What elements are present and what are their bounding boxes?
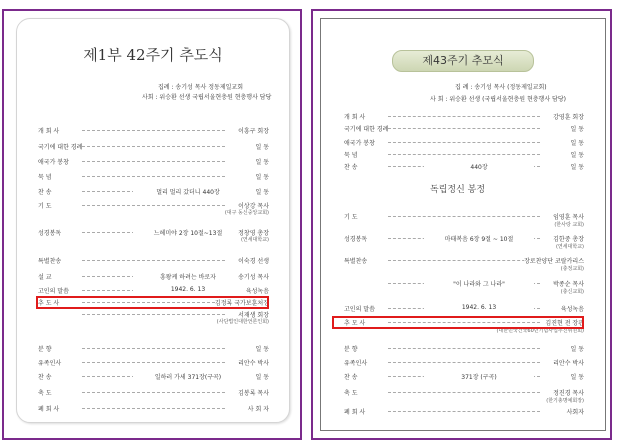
program-item-label: 찬 송 (38, 189, 52, 196)
program-item-person: 육성녹음 (560, 306, 584, 313)
left-program-row (38, 358, 269, 368)
left-program-row (38, 404, 269, 414)
program-item-label: 묵 념 (38, 174, 52, 181)
program-item-affiliation: (충정교회) (560, 266, 584, 272)
program-item-person: 임영훈 목사 (553, 214, 584, 221)
right-program-row (344, 304, 584, 314)
left-program-row (38, 272, 269, 282)
program-item-detail: 흥왕케 하려는 바로자 (133, 272, 243, 281)
program-item-person: 사회자 (566, 409, 584, 416)
program-item-person: 이흥구 회장 (238, 128, 269, 135)
program-item-detail: 1942. 6. 13 (424, 304, 534, 311)
program-item-affiliation: (사단법인대한언론인회) (216, 319, 269, 325)
program-item-label: 애국가 봉창 (344, 140, 375, 147)
left-program-row (38, 256, 269, 266)
right-program-title: 제43주기 추모식 (392, 50, 534, 72)
program-item-person: 리안수 박사 (238, 360, 269, 367)
program-item-detail: 느헤미야 2장 10절~13절 (133, 228, 243, 237)
program-item-label: 찬 송 (344, 164, 358, 171)
dashed-leader (388, 116, 540, 117)
right-program-row (344, 344, 584, 354)
program-item-person: 일 동 (255, 144, 269, 151)
program-item-label: 성경봉독 (38, 230, 62, 237)
left-program-row (38, 142, 269, 152)
dashed-leader (82, 260, 225, 261)
left-program-title: 제1부 42주기 추도식 (83, 46, 223, 64)
program-item-detail: 일하러 가세 371장(구곡) (133, 372, 243, 381)
left-program-row (38, 126, 269, 136)
program-item-label: 특별찬송 (38, 258, 62, 265)
program-item-person: 일 동 (570, 152, 584, 159)
program-item-label: 고인의 말씀 (344, 306, 375, 313)
program-item-person: 일 동 (570, 126, 584, 133)
program-item-label: 찬 송 (344, 374, 358, 381)
dashed-leader (388, 142, 540, 143)
program-item-person: 일 동 (255, 374, 269, 381)
dashed-leader (388, 348, 540, 349)
right-program-row (344, 150, 584, 160)
dashed-leader (82, 205, 225, 206)
dashed-leader (388, 260, 540, 261)
program-item-label: 기 도 (344, 214, 358, 221)
program-item-person: 일 동 (570, 140, 584, 147)
dashed-leader (388, 392, 540, 393)
program-item-person: 장로찬양단 코랄카리스 (524, 258, 584, 265)
right-program-row (344, 124, 584, 134)
program-item-affiliation: (대구 동신중앙교회) (224, 210, 269, 216)
program-item-person: 김한중 총장 (553, 236, 584, 243)
program-item-person: 일 동 (255, 174, 269, 181)
program-item-label: 추 모 사 (344, 320, 366, 327)
dashed-leader (388, 362, 540, 363)
program-item-label: 개 회 사 (38, 128, 60, 135)
right-section-title: 독립정신 봉정 (430, 185, 486, 195)
program-item-label: 국기에 대한 경례 (344, 126, 389, 133)
program-item-person: 김봉록 목사 (238, 390, 269, 397)
program-item-affiliation: (충신교회) (560, 289, 584, 295)
program-item-label: 고인의 말씀 (38, 288, 69, 295)
program-item-person: 일 동 (570, 374, 584, 381)
right-program-row (344, 358, 584, 368)
program-item-affiliation: (한사랑 교회) (554, 222, 584, 228)
program-item-label: 개 회 사 (344, 114, 366, 121)
program-item-label: 설 교 (38, 274, 52, 281)
dashed-leader (82, 362, 225, 363)
program-item-detail: 마태복음 6장 9절 ~ 10절 (424, 234, 534, 243)
dashed-leader (388, 128, 540, 129)
program-item-label: 국기에 대한 경례 (38, 144, 83, 151)
program-item-label: 찬 송 (38, 374, 52, 381)
program-item-label: 분 향 (38, 346, 52, 353)
left-program-row (38, 187, 269, 197)
program-item-affiliation: (대한민국건국60년기념사업추진위원회) (496, 328, 584, 334)
dashed-leader (388, 154, 540, 155)
program-item-affiliation: (연세대학교) (240, 237, 269, 243)
left-officiant: 집례 : 송기성 목사 정동제일교회 (158, 84, 243, 91)
program-item-label: 추 도 사 (38, 300, 60, 307)
dashed-leader (388, 411, 540, 412)
program-item-label: 축 도 (38, 390, 52, 397)
program-item-affiliation: (한기총명예회장) (546, 398, 584, 404)
dashed-leader (82, 348, 225, 349)
program-item-label: 기 도 (38, 203, 52, 210)
program-item-person: 일 동 (255, 159, 269, 166)
program-item-label: 폐 회 사 (38, 406, 60, 413)
program-item-label: 유족인사 (344, 360, 368, 367)
dashed-leader (388, 216, 540, 217)
dashed-leader (82, 392, 225, 393)
program-item-person: 이숙경 선생 (238, 258, 269, 265)
left-program-row (38, 388, 269, 398)
program-item-detail: 1942. 6. 13 (133, 286, 243, 293)
right-moderator: 사 회 : 위승환 선생 (국립서울현충원 현충행사 담당) (430, 96, 566, 103)
left-program-row (38, 286, 269, 296)
dashed-leader (82, 146, 225, 147)
program-item-person: 강영훈 회장 (553, 114, 584, 121)
program-item-label: 특별찬송 (344, 258, 368, 265)
program-item-detail: 440장 (424, 162, 534, 171)
program-item-person: 서재생 회장 (238, 312, 269, 319)
right-program-row (344, 372, 584, 382)
program-item-person: 김진현 전 장관 (545, 320, 584, 327)
dashed-leader (82, 176, 225, 177)
right-program-row (344, 112, 584, 122)
program-item-label: 유족인사 (38, 360, 62, 367)
program-item-person: 일 동 (570, 346, 584, 353)
program-item-label: 분 향 (344, 346, 358, 353)
right-program-row (344, 407, 584, 417)
program-item-detail: 멀리 멀리 갔더니 440장 (133, 187, 243, 196)
program-item-person: 일 동 (255, 346, 269, 353)
program-item-person: 육성녹음 (245, 288, 269, 295)
program-item-label: 애국가 봉창 (38, 159, 69, 166)
program-item-label: 묵 념 (344, 152, 358, 159)
program-item-affiliation: (연세대학교) (555, 244, 584, 250)
program-item-person: 이상강 목사 (238, 203, 269, 210)
program-item-person: 사 회 자 (247, 406, 269, 413)
left-program-row (38, 344, 269, 354)
right-officiant: 집 례 : 송기성 목사 (정동제일교회) (455, 84, 547, 91)
dashed-leader (82, 130, 225, 131)
program-item-detail: "이 나라와 그 나라" (424, 279, 534, 288)
program-item-label: 성경봉독 (344, 236, 368, 243)
left-program-row (38, 172, 269, 182)
program-item-person: 김정록 국가보훈처장 (214, 300, 269, 307)
program-item-label: 폐 회 사 (344, 409, 366, 416)
program-item-person: 송기성 목사 (238, 274, 269, 281)
program-item-person: 정진경 목사 (553, 390, 584, 397)
program-item-detail: 371장 (구곡) (424, 372, 534, 381)
program-item-person: 일 동 (570, 164, 584, 171)
right-program-row (344, 162, 584, 172)
left-moderator: 사회 : 위승환 선생 국립서울현충원 현충행사 담당 (142, 94, 272, 101)
program-item-person: 일 동 (255, 189, 269, 196)
dashed-leader (82, 314, 225, 315)
left-program-row (38, 157, 269, 167)
dashed-leader (82, 408, 225, 409)
left-memorial-speech-highlight (36, 296, 269, 309)
program-item-person: 정창영 총장 (238, 230, 269, 237)
right-memorial-speech-highlight (332, 316, 584, 329)
dashed-leader (82, 161, 225, 162)
program-item-person: 리안수 박사 (553, 360, 584, 367)
right-program-row (344, 138, 584, 148)
left-program-row (38, 372, 269, 382)
program-item-label: 축 도 (344, 390, 358, 397)
program-item-person: 박종순 목사 (553, 281, 584, 288)
